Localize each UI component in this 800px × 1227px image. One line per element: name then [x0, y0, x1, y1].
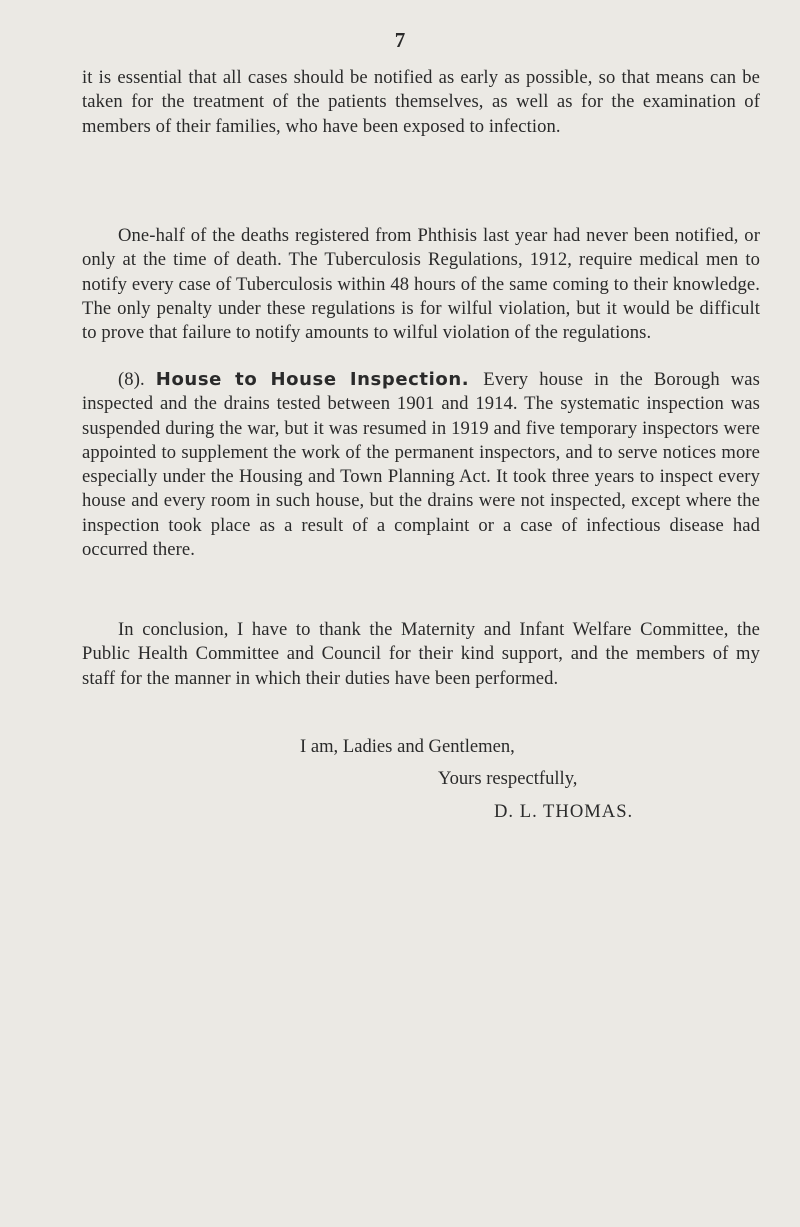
section-heading: House to House Inspection. — [155, 369, 470, 390]
signature: D. L. THOMAS. — [494, 801, 634, 822]
paragraph-conclusion: In conclusion, I have to thank the Maternity and Infant Welfare Committee, the Public Health Committee and Council for their kind support, and the members of my staff for the manner in which their duties have been performed. — [82, 619, 760, 689]
closing-salutation: I am, Ladies and Gentlemen, — [300, 736, 515, 757]
closing-valediction: Yours respectfully, — [438, 768, 578, 789]
paragraph-house-inspection — [82, 368, 760, 562]
paragraph-phthisis-deaths: One-half of the deaths registered from Phthisis last year had never been notified, or only at the time of death. The Tuberculosis Regulations, 1912, require medical men to notify every case of Tuberculosis within 48 hours of the same coming to their knowledge. The only penalty under these regulations is for wilful violation, but it would be difficult to prove that failure to notify amounts to wilful violation of the regulations. — [82, 225, 760, 344]
paragraph-notification-continued: it is essential that all cases should be notified as early as possible, so that means can be taken for the treatment of the patients themselves, as well as for the examination of members of their families, who have been exposed to infection. — [82, 67, 760, 137]
page-number: 7 — [394, 28, 406, 52]
section-body: Every house in the Borough was inspected and the drains tested between 1901 and 1914. The systematic inspection was suspended during the war, but it was resumed in 1919 and five temporary inspectors were appointed to supplement the work of the permanent inspectors, and to serve notices more especially under the Housing and Town Planning Act. It took three years to inspect every house and every room in such house, but the drains were not inspected, except where the inspection took place as a result of a complaint or a case of infectious disease had occurred there. — [82, 369, 760, 561]
section-number: (8). — [118, 369, 145, 390]
